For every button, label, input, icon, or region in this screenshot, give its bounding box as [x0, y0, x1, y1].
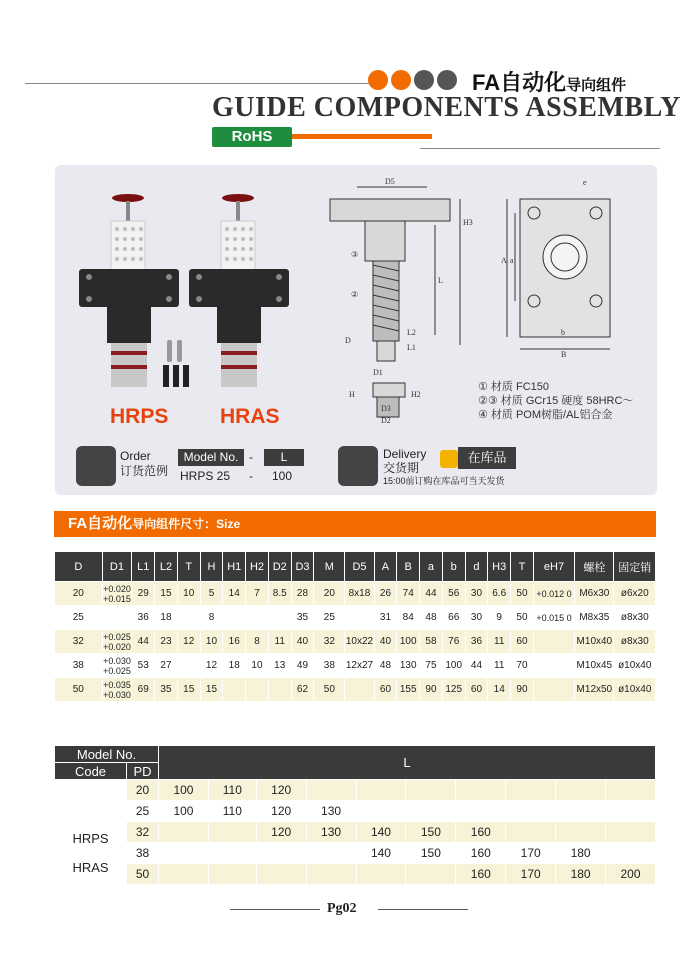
length-cell: 180 — [556, 843, 606, 864]
table-cell: 38 — [55, 654, 103, 678]
rohs-accent-bar — [292, 134, 432, 139]
length-header-model: Model No. — [55, 746, 159, 763]
table-cell: 11 — [488, 654, 511, 678]
table-cell: 100 — [442, 654, 465, 678]
length-cell: 170 — [506, 864, 556, 885]
code-hras: HRAS — [72, 860, 109, 875]
length-cell — [506, 801, 556, 822]
table-cell: ø10x40 — [614, 654, 656, 678]
in-stock-badge: 在库品 — [458, 447, 516, 469]
spec-header: D — [55, 552, 103, 582]
svg-text:D3: D3 — [381, 404, 391, 413]
table-cell: 40 — [291, 630, 314, 654]
table-cell: 130 — [397, 654, 420, 678]
table-cell: 8 — [246, 630, 269, 654]
header-rule — [25, 83, 370, 84]
length-cell: 200 — [606, 864, 656, 885]
table-cell: 5 — [200, 582, 223, 606]
svg-text:L2: L2 — [407, 328, 416, 337]
table-cell: 20 — [314, 582, 345, 606]
order-label-en: Order — [120, 449, 151, 463]
table-cell — [223, 606, 246, 630]
spec-header: H1 — [223, 552, 246, 582]
length-cell — [406, 864, 456, 885]
length-cell: 160 — [456, 864, 506, 885]
table-row — [55, 606, 656, 630]
table-cell: 15 — [200, 678, 223, 702]
table-cell: 44 — [132, 630, 155, 654]
length-cell: 170 — [506, 843, 556, 864]
table-cell: +0.030 +0.025 — [103, 655, 131, 676]
orange-dot-icon — [368, 70, 388, 90]
svg-text:e: e — [583, 178, 587, 187]
table-cell — [533, 630, 574, 654]
spec-header: 螺栓 — [575, 552, 614, 582]
size-bar-sub: 导向组件尺寸：Size — [132, 517, 241, 531]
table-cell: 35 — [291, 606, 314, 630]
table-cell: 50 — [55, 678, 103, 702]
order-dash: - — [249, 450, 253, 464]
table-cell: 30 — [465, 606, 488, 630]
table-cell: 14 — [488, 678, 511, 702]
length-cell: 110 — [208, 780, 256, 801]
table-cell: 74 — [397, 582, 420, 606]
svg-text:B: B — [561, 350, 567, 359]
brand-sub: 导向组件 — [566, 77, 627, 94]
table-cell: ø6x20 — [614, 582, 656, 606]
table-cell — [177, 654, 200, 678]
table-cell: 25 — [314, 606, 345, 630]
length-cell: 160 — [456, 843, 506, 864]
table-cell: 76 — [442, 630, 465, 654]
length-header-row — [55, 746, 656, 763]
spec-table — [54, 551, 656, 702]
delivery-note: 15:00前订购在库品可当天发货 — [383, 476, 505, 486]
pd-cell: 38 — [127, 843, 159, 864]
length-cell: 100 — [159, 801, 209, 822]
length-cell — [406, 801, 456, 822]
table-cell: 48 — [420, 606, 443, 630]
table-cell: 31 — [374, 606, 397, 630]
length-cell — [208, 843, 256, 864]
table-cell: 66 — [442, 606, 465, 630]
delivery-label-cn: 交货期 — [383, 461, 420, 475]
table-cell: +0.035 +0.030 — [103, 679, 131, 700]
spec-header: D5 — [345, 552, 374, 582]
table-cell: 10 — [246, 654, 269, 678]
svg-text:②: ② — [351, 290, 359, 299]
table-cell: 15 — [155, 582, 178, 606]
table-cell: 58 — [420, 630, 443, 654]
rohs-badge: RoHS — [212, 127, 292, 147]
size-section-bar — [54, 511, 656, 537]
spec-header: d — [465, 552, 488, 582]
svg-text:a: a — [510, 256, 514, 265]
table-cell: 27 — [155, 654, 178, 678]
length-cell — [556, 822, 606, 843]
table-cell: 30 — [465, 582, 488, 606]
spec-header: b — [442, 552, 465, 582]
delivery-label-en: Delivery — [383, 447, 427, 461]
table-row — [55, 864, 656, 885]
table-cell: 36 — [465, 630, 488, 654]
code-cell — [55, 822, 127, 885]
table-cell: +0.025 +0.020 — [103, 631, 131, 652]
table-cell: 40 — [374, 630, 397, 654]
table-cell: +0.012 0 — [533, 582, 574, 606]
table-cell: M12x50 — [575, 678, 614, 702]
length-cell — [159, 822, 209, 843]
spec-header-row — [55, 552, 656, 582]
spec-header: T — [511, 552, 534, 582]
length-cell: 110 — [208, 801, 256, 822]
spec-header: M — [314, 552, 345, 582]
length-cell — [356, 864, 406, 885]
page-number: Pg02 — [327, 901, 357, 916]
table-cell: 50 — [511, 582, 534, 606]
length-cell: 150 — [406, 843, 456, 864]
table-cell: 155 — [397, 678, 420, 702]
spec-header: D3 — [291, 552, 314, 582]
length-cell — [306, 780, 356, 801]
top-view-drawing — [507, 199, 610, 349]
table-row — [55, 843, 656, 864]
page-title: GUIDE COMPONENTS ASSEMBLY — [212, 92, 681, 123]
table-cell: 11 — [488, 630, 511, 654]
gray-dot-icon — [437, 70, 457, 90]
length-cell: 120 — [256, 822, 306, 843]
table-cell: 15 — [177, 678, 200, 702]
svg-text:A: A — [501, 256, 507, 265]
table-cell: 10x22 — [345, 630, 374, 654]
table-cell: 20 — [55, 582, 103, 606]
order-label — [120, 449, 168, 479]
spec-header: D1 — [102, 552, 132, 582]
table-cell: 49 — [291, 654, 314, 678]
table-cell: 23 — [155, 630, 178, 654]
table-cell: M6x30 — [575, 582, 614, 606]
length-table — [54, 745, 656, 885]
table-cell: 44 — [420, 582, 443, 606]
product-label-hrps: HRPS — [110, 405, 169, 428]
length-cell — [606, 822, 656, 843]
length-cell — [406, 780, 456, 801]
table-cell: 26 — [374, 582, 397, 606]
table-cell: 10 — [200, 630, 223, 654]
example-model: HRPS 25 — [180, 469, 231, 483]
spec-header: H3 — [488, 552, 511, 582]
table-cell: 100 — [397, 630, 420, 654]
table-cell: 6.6 — [488, 582, 511, 606]
hrps-product-image — [79, 194, 179, 387]
length-cell: 100 — [159, 780, 209, 801]
table-cell: 50 — [314, 678, 345, 702]
table-cell — [533, 654, 574, 678]
table-cell: 7 — [246, 582, 269, 606]
table-row — [55, 654, 656, 678]
table-cell: 18 — [155, 606, 178, 630]
hras-product-image — [189, 194, 289, 387]
table-cell: 8x18 — [345, 582, 374, 606]
spec-header: L2 — [155, 552, 178, 582]
svg-text:③: ③ — [351, 250, 359, 259]
table-cell: +0.020 +0.015 — [103, 583, 131, 604]
table-cell — [177, 606, 200, 630]
length-header-pd: PD — [127, 763, 159, 780]
length-cell — [159, 864, 209, 885]
length-cell: 130 — [306, 822, 356, 843]
model-no-header: Model No. — [178, 449, 244, 466]
spec-header: B — [397, 552, 420, 582]
material-line: ① 材质 FC150 — [478, 381, 549, 393]
table-cell: 10 — [177, 582, 200, 606]
length-cell — [506, 822, 556, 843]
table-cell — [345, 678, 374, 702]
table-cell — [246, 678, 269, 702]
length-cell: 120 — [256, 801, 306, 822]
table-cell — [268, 678, 291, 702]
length-cell — [506, 780, 556, 801]
table-cell: 11 — [268, 630, 291, 654]
length-cell: 140 — [356, 822, 406, 843]
table-cell — [345, 606, 374, 630]
table-cell: 84 — [397, 606, 420, 630]
table-cell: 29 — [132, 582, 155, 606]
table-cell: 60 — [511, 630, 534, 654]
size-bar-title: FA自动化 — [68, 515, 133, 532]
table-cell: M10x40 — [575, 630, 614, 654]
svg-text:H: H — [349, 390, 355, 399]
length-header-code: Code — [55, 763, 127, 780]
svg-text:D: D — [345, 336, 351, 345]
table-cell: 8.5 — [268, 582, 291, 606]
pd-cell: 32 — [127, 822, 159, 843]
table-cell — [533, 678, 574, 702]
table-cell: 56 — [442, 582, 465, 606]
table-cell: 125 — [442, 678, 465, 702]
length-header-l: L — [159, 746, 656, 780]
svg-text:L: L — [438, 276, 443, 285]
l-header: L — [264, 449, 304, 466]
length-cell — [256, 843, 306, 864]
table-cell: 12x27 — [345, 654, 374, 678]
pd-cell: 25 — [127, 801, 159, 822]
table-row — [55, 780, 656, 801]
table-cell: 36 — [132, 606, 155, 630]
svg-text:L1: L1 — [407, 343, 416, 352]
material-line: ④ 材质 POM树脂/AL铝合金 — [478, 409, 613, 421]
table-cell: 12 — [200, 654, 223, 678]
length-cell — [556, 801, 606, 822]
brand-name: FA自动化 — [472, 70, 567, 95]
table-cell: 48 — [374, 654, 397, 678]
order-label-cn: 订货范例 — [120, 464, 169, 478]
spec-header: A — [374, 552, 397, 582]
table-cell — [268, 606, 291, 630]
table-cell: 60 — [465, 678, 488, 702]
table-cell: 9 — [488, 606, 511, 630]
table-row — [55, 822, 656, 843]
length-cell — [356, 801, 406, 822]
length-cell — [306, 864, 356, 885]
table-cell: 38 — [314, 654, 345, 678]
svg-text:H3: H3 — [463, 218, 473, 227]
length-cell — [456, 801, 506, 822]
table-row — [55, 678, 656, 702]
table-cell: +0.015 0 — [533, 606, 574, 630]
example-l: 100 — [272, 469, 293, 483]
footer-rule-right — [378, 909, 468, 910]
product-label-hras: HRAS — [220, 405, 280, 428]
length-cell — [556, 780, 606, 801]
length-cell — [606, 843, 656, 864]
table-cell: 28 — [291, 582, 314, 606]
table-cell: M10x45 — [575, 654, 614, 678]
spec-header: L1 — [132, 552, 155, 582]
table-cell: 60 — [374, 678, 397, 702]
table-cell: ø8x30 — [614, 630, 656, 654]
table-cell: ø8x30 — [614, 606, 656, 630]
table-cell: 90 — [420, 678, 443, 702]
table-cell: 13 — [268, 654, 291, 678]
length-cell — [256, 864, 306, 885]
length-cell — [356, 780, 406, 801]
length-cell: 160 — [456, 822, 506, 843]
gray-dot-icon — [414, 70, 434, 90]
table-cell: 14 — [223, 582, 246, 606]
length-cell — [208, 822, 256, 843]
spec-header: H2 — [246, 552, 269, 582]
table-cell — [246, 606, 269, 630]
length-cell — [606, 801, 656, 822]
footer-rule-left — [230, 909, 320, 910]
spec-header: a — [420, 552, 443, 582]
svg-text:D1: D1 — [373, 368, 383, 377]
table-cell: ø10x40 — [614, 678, 656, 702]
spec-header: D2 — [268, 552, 291, 582]
table-cell: 35 — [155, 678, 178, 702]
table-cell: 50 — [511, 606, 534, 630]
table-cell: 32 — [55, 630, 103, 654]
table-row — [55, 630, 656, 654]
table-cell: 75 — [420, 654, 443, 678]
svg-text:D5: D5 — [385, 177, 395, 186]
order-dash: - — [249, 469, 253, 483]
table-cell: 12 — [177, 630, 200, 654]
table-cell: 25 — [55, 606, 103, 630]
table-cell: 53 — [132, 654, 155, 678]
table-cell: 18 — [223, 654, 246, 678]
pd-cell: 50 — [127, 864, 159, 885]
spec-header: T — [177, 552, 200, 582]
table-cell: 90 — [511, 678, 534, 702]
code-hrps: HRPS — [72, 831, 109, 846]
section-drawing — [330, 187, 460, 417]
length-cell: 150 — [406, 822, 456, 843]
length-cell — [208, 864, 256, 885]
length-cell — [606, 780, 656, 801]
svg-text:b: b — [561, 328, 565, 337]
length-cell: 140 — [356, 843, 406, 864]
delivery-label — [383, 447, 426, 475]
table-cell: 62 — [291, 678, 314, 702]
length-cell — [456, 780, 506, 801]
table-cell: 44 — [465, 654, 488, 678]
table-cell: 32 — [314, 630, 345, 654]
table-cell — [102, 606, 132, 630]
length-cell: 130 — [306, 801, 356, 822]
pd-cell: 20 — [127, 780, 159, 801]
spec-header: H — [200, 552, 223, 582]
table-cell: 70 — [511, 654, 534, 678]
table-cell: M8x35 — [575, 606, 614, 630]
header-rule-right — [420, 148, 660, 149]
stock-icon — [440, 450, 458, 468]
length-cell: 180 — [556, 864, 606, 885]
table-row — [55, 801, 656, 822]
material-line: ②③ 材质 GCr15 硬度 58HRC～ — [478, 395, 634, 407]
airplane-icon — [338, 446, 378, 486]
orange-dot-icon — [391, 70, 411, 90]
table-row — [55, 582, 656, 606]
length-cell — [306, 843, 356, 864]
spec-header: eH7 — [533, 552, 574, 582]
table-cell — [223, 678, 246, 702]
materials-list — [478, 380, 633, 422]
spec-header: 固定销 — [614, 552, 656, 582]
screws-and-pins — [163, 340, 189, 387]
table-cell: 69 — [132, 678, 155, 702]
svg-text:H2: H2 — [411, 390, 421, 399]
header-dots — [368, 70, 457, 90]
length-cell: 120 — [256, 780, 306, 801]
table-cell: 8 — [200, 606, 223, 630]
phone-icon — [76, 446, 116, 486]
length-cell — [159, 843, 209, 864]
svg-text:D2: D2 — [381, 416, 391, 425]
table-cell: 16 — [223, 630, 246, 654]
